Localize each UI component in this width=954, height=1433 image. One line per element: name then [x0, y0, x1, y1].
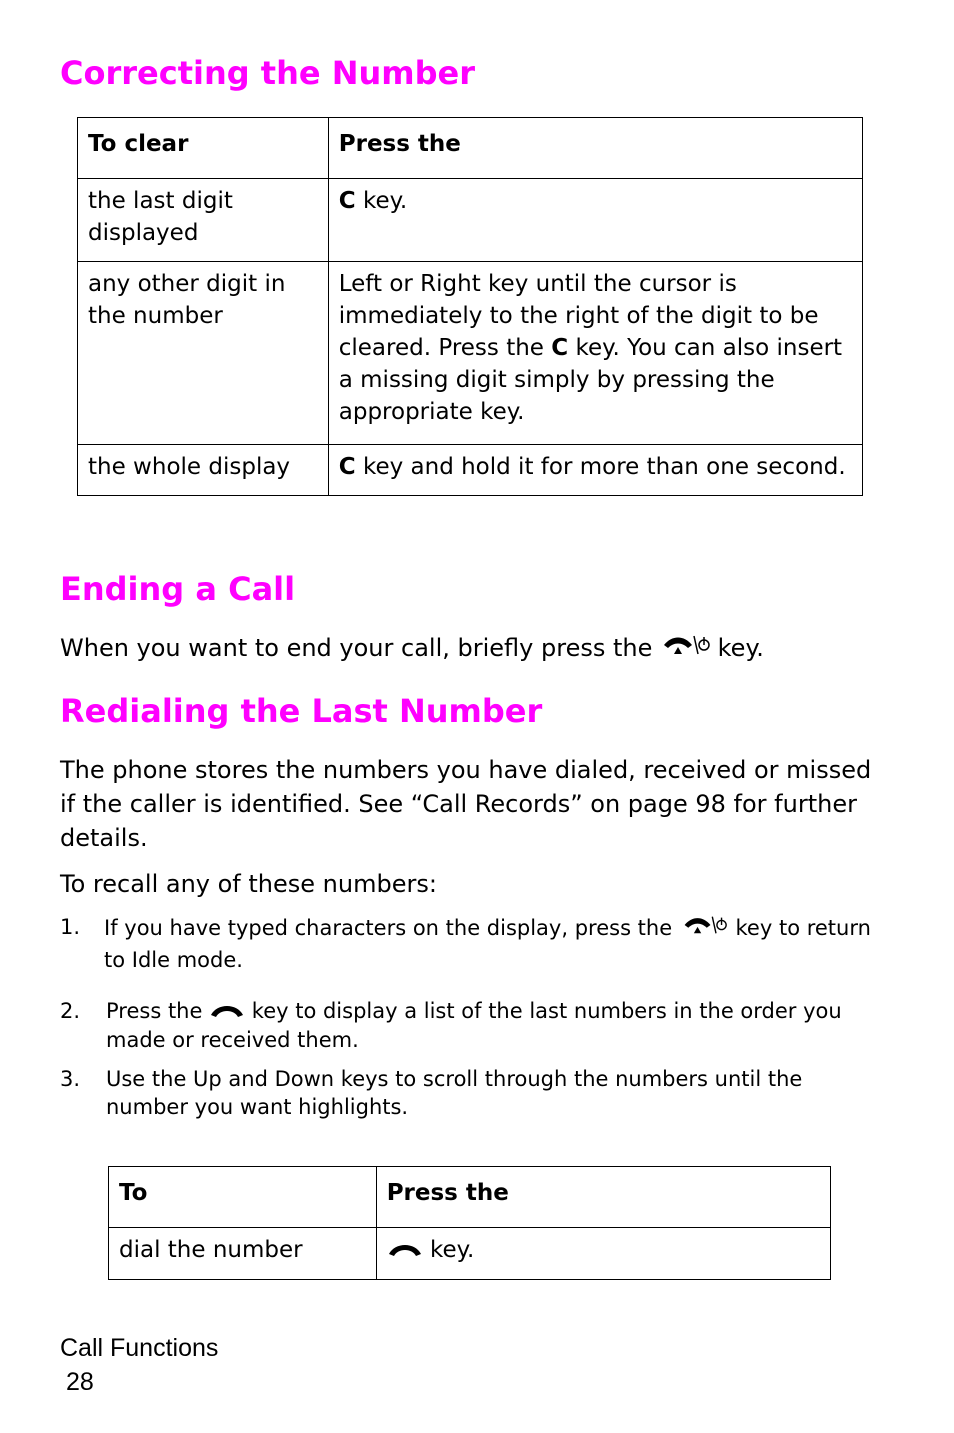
key-label: C — [338, 188, 356, 214]
end-power-key-icon — [660, 632, 710, 667]
cell-press-the — [328, 179, 862, 262]
cell-press-the — [376, 1228, 830, 1280]
heading-redialing: Redialing the Last Number — [60, 692, 543, 730]
ending-text: key. — [710, 634, 764, 662]
table-row — [78, 262, 863, 445]
cell-press-the — [328, 262, 862, 445]
redialing-paragraph: The phone stores the numbers you have dialed, received or missed if the caller is identified. See “Call Records” on page 98 for further details. — [60, 756, 872, 852]
end-power-key-icon — [679, 913, 729, 945]
table-row — [78, 179, 863, 262]
list-number: 1. — [60, 915, 81, 939]
column-header-to: To — [109, 1167, 377, 1228]
key-label: C — [551, 335, 569, 361]
ending-text: When you want to end your call, briefly press the — [60, 634, 653, 662]
cell-text: key and hold it for more than one second. — [355, 454, 846, 480]
cell-press-the — [328, 445, 862, 496]
list-text — [104, 913, 884, 975]
step-text: Press the — [106, 999, 203, 1023]
cell-text: key. You can also insert a missing digit simply by pressing the appropriate key. — [338, 335, 843, 425]
table-row — [78, 445, 863, 496]
cell-text: key. — [422, 1237, 475, 1263]
correcting-table — [77, 117, 863, 496]
recall-intro: To recall any of these numbers: — [60, 870, 437, 898]
table-header-row — [78, 118, 863, 179]
list-number: 3. — [60, 1067, 81, 1091]
redial-table — [108, 1166, 831, 1280]
step-text: key to display a list of the last numbers in the order you made or received them. — [106, 999, 842, 1052]
cell-to-clear: any other digit in the number — [78, 262, 329, 445]
list-number: 2. — [60, 999, 81, 1023]
column-header-press-the: Press the — [376, 1167, 830, 1228]
heading-ending-call: Ending a Call — [60, 570, 296, 608]
cell-text: Left or Right key until the cursor is immediately to the right of the digit to be cleared. Press the — [338, 271, 819, 361]
send-key-icon — [209, 998, 245, 1026]
table-row — [109, 1228, 831, 1280]
step-text: If you have typed characters on the display, press the — [104, 916, 673, 940]
step-text: key to return to Idle mode. — [104, 916, 871, 972]
column-header-press-the: Press the — [328, 118, 862, 179]
heading-correcting-number: Correcting the Number — [60, 54, 476, 92]
cell-to: dial the number — [109, 1228, 377, 1280]
column-header-to-clear: To clear — [78, 118, 329, 179]
cell-text: key. — [355, 188, 408, 214]
send-key-icon — [387, 1235, 423, 1267]
footer-section-name: Call Functions — [60, 1334, 219, 1362]
table-header-row — [109, 1167, 831, 1228]
list-text: Use the Up and Down keys to scroll through the numbers until the number you want highlights. — [106, 1067, 803, 1119]
key-label: C — [338, 454, 356, 480]
ending-instruction — [60, 631, 764, 667]
cell-to-clear: the last digit displayed — [78, 179, 329, 262]
cell-to-clear: the whole display — [78, 445, 329, 496]
list-text — [106, 997, 886, 1054]
page-number: 28 — [66, 1368, 94, 1396]
